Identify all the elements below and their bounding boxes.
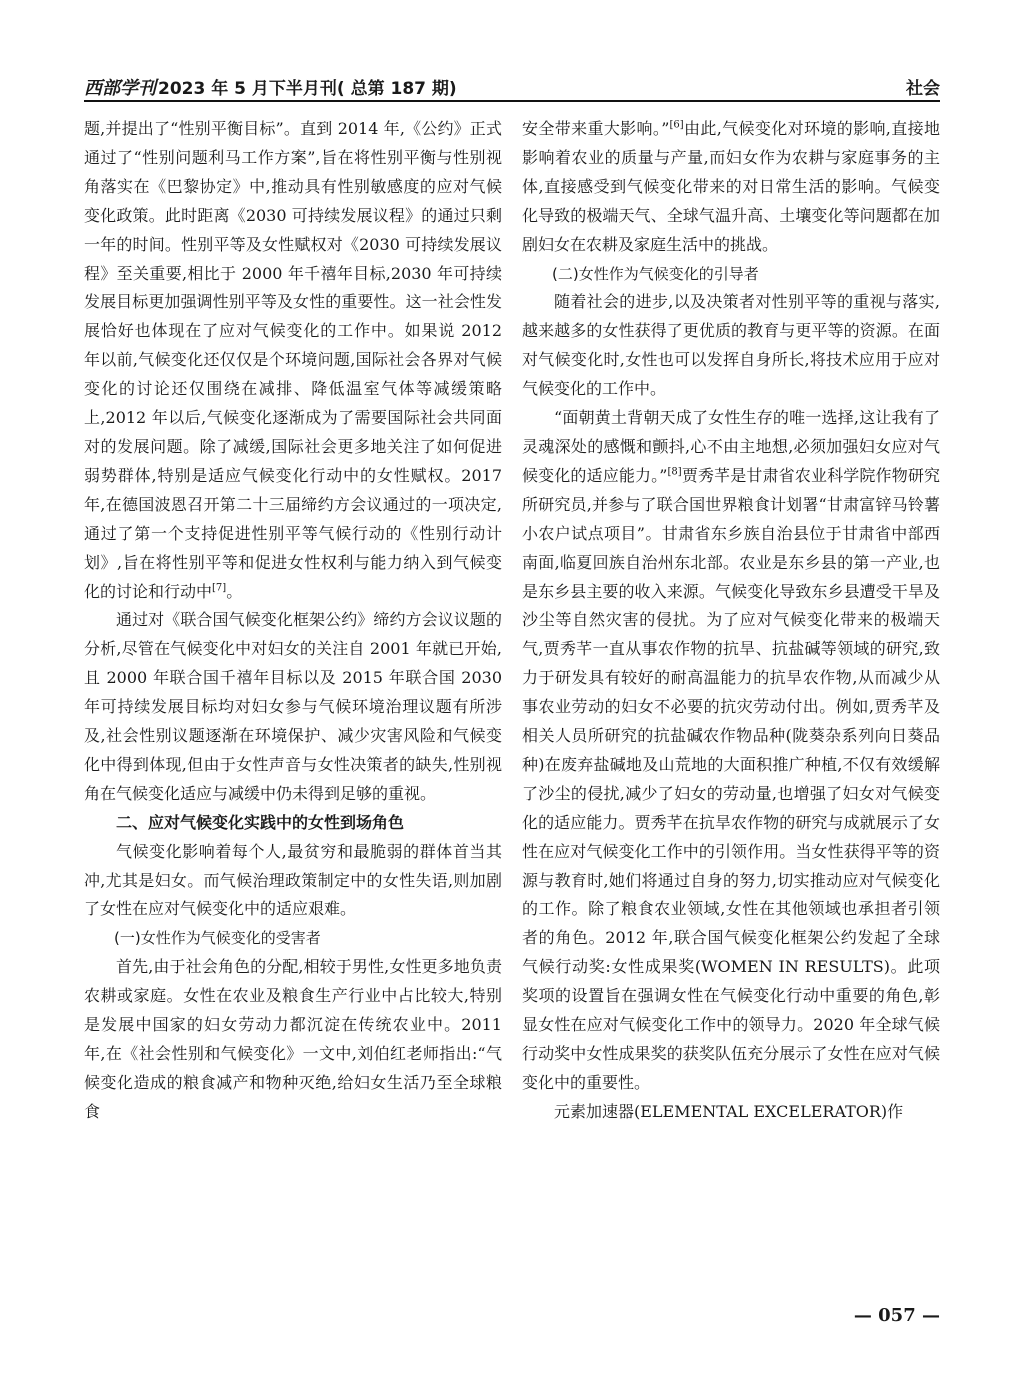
- paragraph: 随着社会的进步,以及决策者对性别平等的重视与落实,越来越多的女性获得了更优质的教育与更平等的资源。在面对气候变化时,女性也可以发挥自身所长,将技术应用于应对气候变化的工作中。: [522, 292, 940, 399]
- right-column: [522, 115, 940, 1127]
- header-journal-issue: [84, 74, 457, 100]
- paragraph: 首先,由于社会角色的分配,相较于男性,女性更多地负责农耕或家庭。女性在农业及粮食生产行业中占比较大,特别是发展中国家的妇女劳动力都沉淀在传统农业中。2011 年,在《社会性别和气候变化》一文中,刘伯红老师指出:“气候变化造成的粮食减产和物种灭绝,给妇女生活乃至全球粮食: [84, 957, 502, 1121]
- running-header: [84, 70, 940, 102]
- paragraph-text: 由此,气候变化对环境的影响,直接地影响着农业的质量与产量,而妇女作为农耕与家庭事务的主体,直接感受到气候变化带来的对日常生活的影响。气候变化导致的极端天气、全球气温升高、土壤变化等问题都在加剧妇女在农耕及家庭生活中的挑战。: [522, 119, 940, 254]
- journal-title: 西部学刊: [84, 78, 156, 99]
- paragraph: [522, 115, 940, 260]
- section-heading: 二、应对气候变化实践中的女性到场角色: [116, 812, 405, 832]
- paragraph-text: 安全带来重大影响。”: [522, 119, 670, 138]
- paragraph-text: “面朝黄土背朝天成了女性生存的唯一选择,这让我有了灵魂深处的感慨和颤抖,心不由主地想,必须加强妇女应对气候变化的适应能力。”: [522, 408, 940, 485]
- citation-ref: [8]: [667, 466, 682, 478]
- section-name: 社会: [906, 79, 940, 99]
- paragraph: 元素加速器(ELEMENTAL EXCELERATOR)作: [554, 1101, 904, 1121]
- citation-ref: [7]: [212, 582, 227, 594]
- paragraph-text: 题,并提出了“性别平衡目标”。直到 2014 年,《公约》正式通过了“性别问题利马工作方案”,旨在将性别平衡与性别视角落实在《巴黎协定》中,推动具有性别敏感度的应对气候变化政策。此时距离《2030 可持续发展议程》的通过只剩一年的时间。性别平等及女性赋权对《2030 可持续发展议程》至关重要,相比于 2000 年千禧年目标,2030 年可持续发展目标更加强调性别平等及女性的重要性。这一社会性发展恰好也体现在了应对气候变化的工作中。如果说 2012 年以前,气候变化还仅仅是个环境问题,国际社会各界对气候变化的讨论还仅围绕在减排、降低温室气体等减缓策略上,2012 年以后,气候变化逐渐成为了需要国际社会共同面对的发展问题。除了减缓,国际社会更多地关注了如何促进弱势群体,特别是适应气候变化行动中的女性赋权。2017 年,在德国波恩召开第二十三届缔约方会议通过的一项决定,通过了第一个支持促进性别平等气候行动的《性别行动计划》,旨在将性别平等和促进女性权利与能力纳入到气候变化的讨论和行动中: [84, 119, 502, 601]
- paragraph-text: 贾秀芊是甘肃省农业科学院作物研究所研究员,并参与了联合国世界粮食计划署“甘肃富锌马铃薯小农户试点项目”。甘肃省东乡族自治县位于甘肃省中部西南面,临夏回族自治州东北部。农业是东乡县的第一产业,也是东乡县主要的收入来源。气候变化导致东乡县遭受干旱及沙尘等自然灾害的侵扰。为了应对气候变化带来的极端天气,贾秀芊一直从事农作物的抗旱、抗盐碱等领域的研究,致力于研发具有较好的耐高温能力的抗旱农作物,从而减少从事农业劳动的妇女不必要的抗灾劳动付出。例如,贾秀芊及相关人员所研究的抗盐碱农作物品种(陇葵杂系列向日葵品种)在废弃盐碱地及山荒地的大面积推广种植,不仅有效缓解了沙尘的侵扰,减少了妇女的劳动量,也增强了妇女对气候变化的适应能力。贾秀芊在抗旱农作物的研究与成就展示了女性在应对气候变化工作中的引领作用。当女性获得平等的资源与教育时,她们将通过自身的努力,切实推动应对气候变化的工作。除了粮食农业领域,女性在其他领域也承担者引领者的角色。2012 年,联合国气候变化框架公约发起了全球气候行动奖:女性成果奖(WOMEN IN RESULTS)。此项奖项的设置旨在强调女性在气候变化行动中重要的角色,彰显女性在应对气候变化工作中的领导力。2020 年全球气候行动奖中女性成果奖的获奖队伍充分展示了女性在应对气候变化中的重要性。: [522, 465, 940, 1092]
- left-column: [84, 115, 502, 1127]
- paragraph: [84, 115, 502, 606]
- paragraph: 通过对《联合国气候变化框架公约》缔约方会议议题的分析,尽管在气候变化中对妇女的关注自 2001 年就已开始,且 2000 年联合国千禧年目标以及 2015 年联合国 2030 年可持续发展目标均对妇女参与气候环境治理议题有所涉及,社会性别议题逐渐在环境保护、减少灾害风险和气候变化中得到体现,但由于女性声音与女性决策者的缺失,性别视角在气候变化适应与减缓中仍未得到足够的重视。: [84, 610, 502, 803]
- page-number: — 057 —: [853, 1305, 940, 1326]
- subsection-heading: (二)女性作为气候变化的引导者: [552, 264, 759, 283]
- issue-info: 2023 年 5 月下半月刊( 总第 187 期): [158, 79, 457, 99]
- subsection-heading: (一)女性作为气候变化的受害者: [114, 929, 321, 948]
- paragraph: 气候变化影响着每个人,最贫穷和最脆弱的群体首当其冲,尤其是妇女。而气候治理政策制定中的女性失语,则加剧了女性在应对气候变化中的适应艰难。: [84, 841, 502, 919]
- paragraph-end: 。: [226, 581, 243, 601]
- paragraph: [522, 404, 940, 1098]
- citation-ref: [6]: [669, 119, 684, 131]
